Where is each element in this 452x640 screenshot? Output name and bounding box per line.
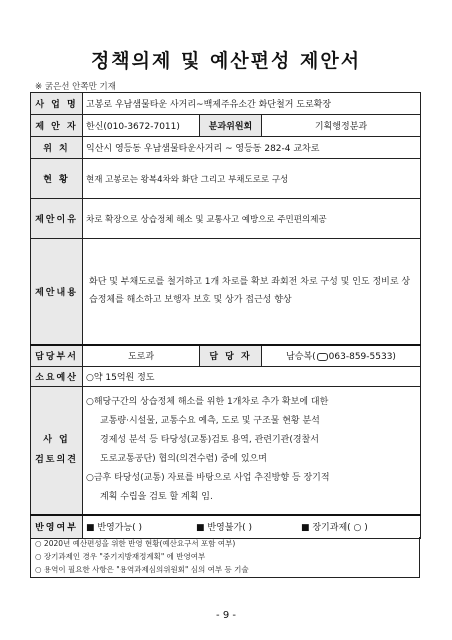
reason-value: 차로 확장으로 상습정체 해소 및 교통사고 예방으로 주민편의제공 xyxy=(83,199,421,239)
review-line: 도로교통공단) 협의(의견수렴) 중에 있으며 xyxy=(100,454,267,465)
status-value: 현재 고봉로는 왕복4차와 화단 그리고 부채도로로 구성 xyxy=(83,159,421,199)
proposer-label: 제 안 자 xyxy=(31,115,83,137)
budget-label: 소요예산 xyxy=(31,367,83,387)
review-line: 교통량·시설물, 교통수요 예측, 도로 및 구조물 현황 분석 xyxy=(100,416,320,427)
footnote: ○ 장기과제인 경우 "중기지방재정계획" 에 반영여부 xyxy=(35,552,206,561)
review-label-line1: 사 업 xyxy=(43,435,70,446)
reflect-option-possible: ■ 반영가능( ) xyxy=(86,523,143,534)
review-line: 계획 수립을 검토 할 계획 임. xyxy=(100,492,213,503)
row-review xyxy=(31,387,421,515)
location-label: 위 치 xyxy=(31,137,83,159)
reflect-label: 반영여부 xyxy=(31,515,83,539)
dept-value: 도로과 xyxy=(83,345,200,367)
review-line: ○금후 타당성(교통) 자료를 바탕으로 사업 추진방향 등 장기적 xyxy=(86,473,330,484)
dept-label: 담당부서 xyxy=(31,345,83,367)
content-label: 제안내용 xyxy=(31,239,83,345)
reflect-option-impossible: ■ 반영불가( ) xyxy=(196,523,253,534)
row-reflect xyxy=(31,515,421,539)
review-value xyxy=(83,387,421,515)
proposal-form xyxy=(30,92,421,539)
document-title: 정책의제 및 예산편성 제안서 xyxy=(90,50,362,72)
manager-name: 남승복( xyxy=(286,352,316,363)
row-reason xyxy=(31,199,421,239)
row-project-name xyxy=(31,93,421,115)
content-value: 화단 및 부채도로를 철거하고 1개 차로를 확보 좌회전 차로 구성 및 인도 정비로 상습정체를 해소하고 보행자 보호 및 상가 접근성 향상 xyxy=(83,239,421,345)
page-number: - 9 - xyxy=(216,610,236,621)
proposer-value: 한신(010-3672-7011) xyxy=(83,115,200,137)
location-value: 익산시 영등동 우남샘물타운사거리 ~ 영등동 282-4 교차로 xyxy=(83,137,421,159)
footnote: ○ 용역이 필요한 사항은 "용역과제심의위원회" 심의 여부 등 기술 xyxy=(35,565,249,574)
reflect-option-longterm: ■ 장기과제( ○ ) xyxy=(301,523,368,534)
manager-value xyxy=(262,345,421,367)
committee-label: 분과위원회 xyxy=(200,115,262,137)
status-label: 현 황 xyxy=(31,159,83,199)
reason-label: 제안이유 xyxy=(31,199,83,239)
row-dept xyxy=(31,345,421,367)
project-name-value: 고봉로 우남샘물타운 사거리~백제주유소간 화단철거 도로확장 xyxy=(83,93,421,115)
phone-icon xyxy=(317,353,328,361)
review-line: 경제성 분석 등 타당성(교통)검토 용역, 관련기관(경찰서 xyxy=(100,435,319,446)
review-line: ○해당구간의 상습정체 해소를 위한 1개차로 추가 확보에 대한 xyxy=(86,397,329,408)
budget-value: ○약 15억원 정도 xyxy=(83,367,421,387)
review-label xyxy=(31,387,83,515)
fill-note: ※ 굵은선 안쪽만 기재 xyxy=(35,82,116,92)
reflect-options xyxy=(83,515,421,539)
row-proposer xyxy=(31,115,421,137)
row-location xyxy=(31,137,421,159)
row-status xyxy=(31,159,421,199)
manager-phone: 063-859-5533) xyxy=(328,352,396,363)
footnotes xyxy=(30,537,420,578)
row-budget xyxy=(31,367,421,387)
footnote: ○ 2020년 예산편성을 위한 반영 현황(예산요구서 포함 여부) xyxy=(35,539,236,548)
project-name-label: 사 업 명 xyxy=(31,93,83,115)
committee-value: 기획행정분과 xyxy=(262,115,421,137)
row-content xyxy=(31,239,421,345)
review-label-line2: 검토의견 xyxy=(35,455,78,466)
manager-label: 담 당 자 xyxy=(200,345,262,367)
